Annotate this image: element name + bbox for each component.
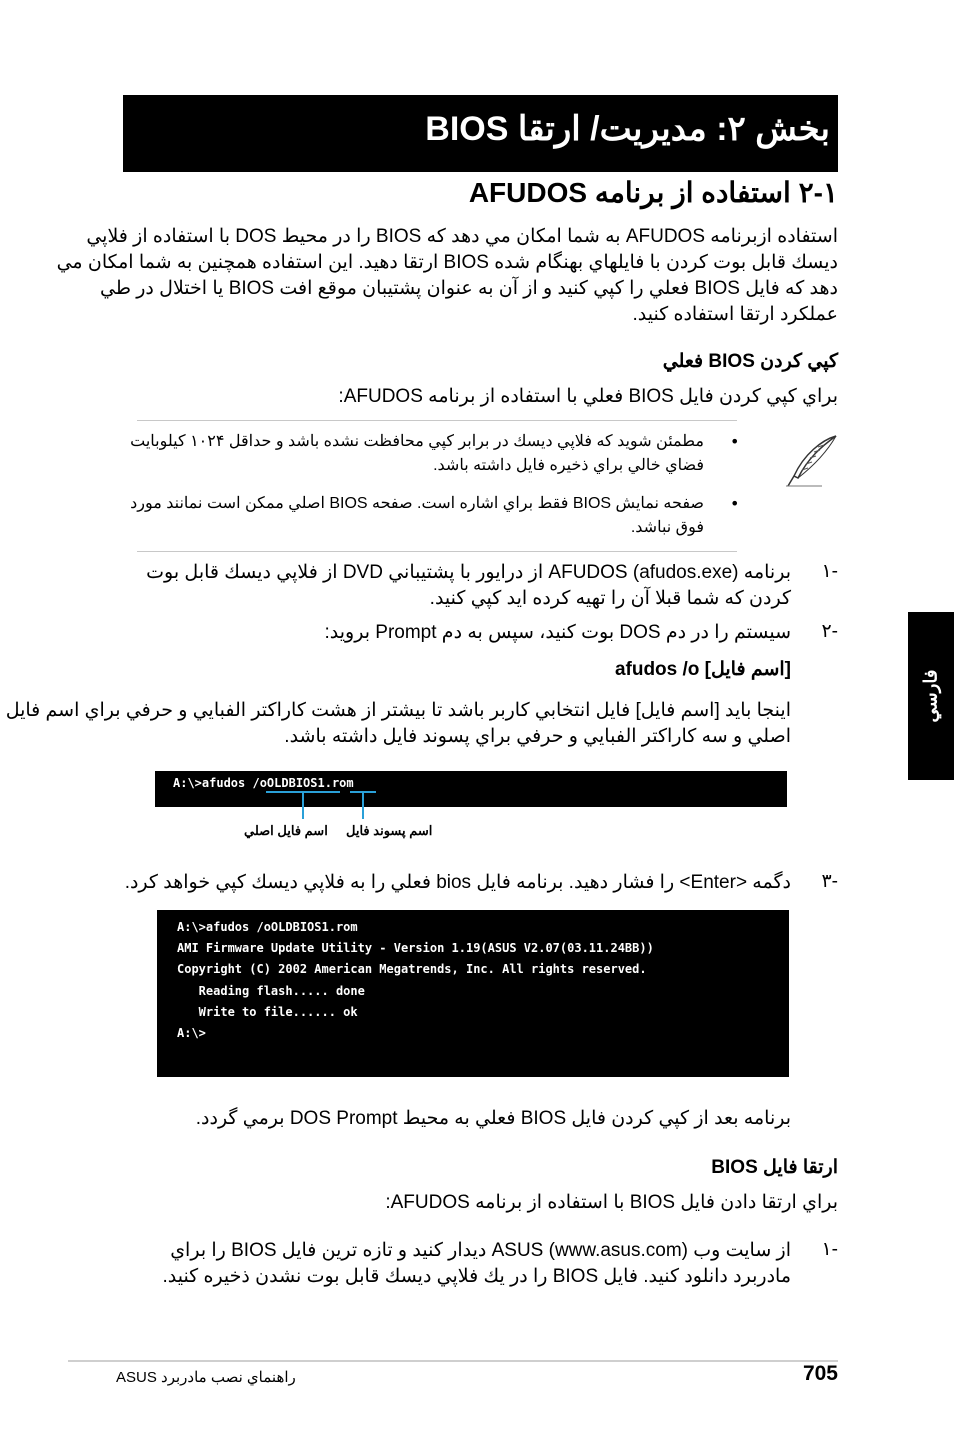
step1-line-2: كردن كه شما قبلا آن را تهيه كرده ايد كپي كنيد. xyxy=(429,588,791,609)
step2-number: ۲- xyxy=(821,621,838,642)
upgrade-heading: ارتقا فايل BIOS xyxy=(711,1157,838,1178)
chapter-title: بخش ۲: مديريت/ ارتقا BIOS xyxy=(425,110,830,148)
copy-description: براي كپي كردن فايل BIOS فعلي با استفاده از برنامه AFUDOS: xyxy=(338,386,838,407)
upgrade-step1-number: ۱- xyxy=(821,1239,838,1260)
intro-line-4: عملكرد ارتقا استفاده كنيد. xyxy=(632,304,838,325)
chapter-header-bar xyxy=(123,95,838,172)
language-side-tab xyxy=(908,612,954,780)
step2-text: سيستم را در دم DOS بوت كنيد، سپس به دم Prompt برويد: xyxy=(324,622,791,643)
step3-text: دگمه <Enter> را فشار دهيد. برنامه فايل bios فعلي را به فلاپي ديسك كپي خواهد كرد. xyxy=(124,872,791,893)
filename-explain-line-1: اينجا بايد [اسم فايل] فايل انتخابي كاربر باشد تا بيشتر از هشت كاراكتر الفبايي و حرفي براي اسم فايل xyxy=(5,700,791,721)
footer-rule xyxy=(68,1360,838,1362)
step1-number: ۱- xyxy=(821,561,838,582)
filename-explain-line-2: اصلي و سه كاراكتر الفبايي و حرفي براي پسوند فايل داشته باشد. xyxy=(284,726,791,747)
label-extension: اسم پسوند فايل xyxy=(346,823,433,838)
page-number: 705 xyxy=(802,1362,838,1385)
intro-line-3: دهد كه فايل BIOS فعلي را كپي كنيد و از آن به عنوان پشتيبان موقع افت BIOS يا اختلال در طي xyxy=(100,278,838,299)
after-copy-text: برنامه بعد از كپي كردن فايل BIOS فعلي به محيط DOS Prompt برمي گردد. xyxy=(195,1108,791,1129)
bullet-2: • xyxy=(730,494,740,513)
upgrade-step1-line-1: از سايت وب ASUS (www.asus.com) ديدار كنيد و تازه ترين فايل BIOS را براي xyxy=(170,1240,791,1261)
console-line: A:\>afudos /oOLDBIOS1.rom xyxy=(177,920,358,934)
upgrade-description: براي ارتقا دادن فايل BIOS با استفاده از برنامه AFUDOS: xyxy=(385,1192,838,1213)
note2-line-2: فوق نباشد. xyxy=(630,519,704,536)
bullet-1: • xyxy=(730,432,740,451)
console-output xyxy=(157,910,789,1077)
console-line: Reading flash..... done xyxy=(177,984,365,998)
step1-line-1: برنامه AFUDOS (afudos.exe) از درايور با پشتيباني DVD از فلاپي ديسك قابل بوت xyxy=(146,562,791,583)
command-syntax: afudos /o [اسم فايل] xyxy=(614,659,791,680)
console-line: Write to file...... ok xyxy=(177,1005,358,1019)
note1-line-1: مطمئن شويد كه فلاپي ديسك در برابر كپي محافظت نشده باشد و حداقل ۱۰۲۴ كيلوبايت xyxy=(130,433,704,450)
upgrade-step1-line-2: مادربرد دانلود كنيد. فايل BIOS را در يك فلاپي ديسك قابل بوت نشدن ذخيره كنيد. xyxy=(162,1266,791,1287)
console-line: Copyright (C) 2002 American Megatrends, Inc. All rights reserved. xyxy=(177,962,647,976)
label-main-filename: اسم فايل اصلي xyxy=(244,823,328,838)
intro-line-2: ديسك قابل بوت كردن با فايلهاي بهنگام شده BIOS ارتقا دهيد. اين استفاده همچنين به شما امكان مي xyxy=(56,252,838,273)
console-line: AMI Firmware Update Utility - Version 1.19(ASUS V2.07(03.11.24BB)) xyxy=(177,941,654,955)
feather-note-icon xyxy=(782,432,842,496)
extension-annotation-stem xyxy=(362,791,364,819)
intro-line-1: استفاده ازبرنامه AFUDOS به شما امكان مي دهد كه BIOS را در محيط DOS با استفاده از فلاپي xyxy=(86,226,838,247)
console-line: A:\> xyxy=(177,1026,206,1040)
note1-line-2: فضاي خالي براي ذخيره فايل داشته باشد. xyxy=(433,457,704,474)
console-line: A:\>afudos /oOLDBIOS1.rom xyxy=(173,776,354,790)
step3-number: ۳- xyxy=(821,871,838,892)
console-command-example xyxy=(155,771,787,807)
side-tab-label: فارسي xyxy=(920,669,941,723)
copy-heading: كپي كردن BIOS فعلي xyxy=(662,351,838,372)
note2-line-1: صفحه نمايش BIOS فقط براي اشاره است. صفحه BIOS اصلي ممكن است نمانند مورد xyxy=(130,495,704,512)
footer-text: راهنماي نصب مادربرد ASUS xyxy=(116,1369,296,1386)
filename-annotation-stem xyxy=(302,791,304,819)
section-title: ۲-۱ استفاده از برنامه AFUDOS xyxy=(468,177,838,208)
